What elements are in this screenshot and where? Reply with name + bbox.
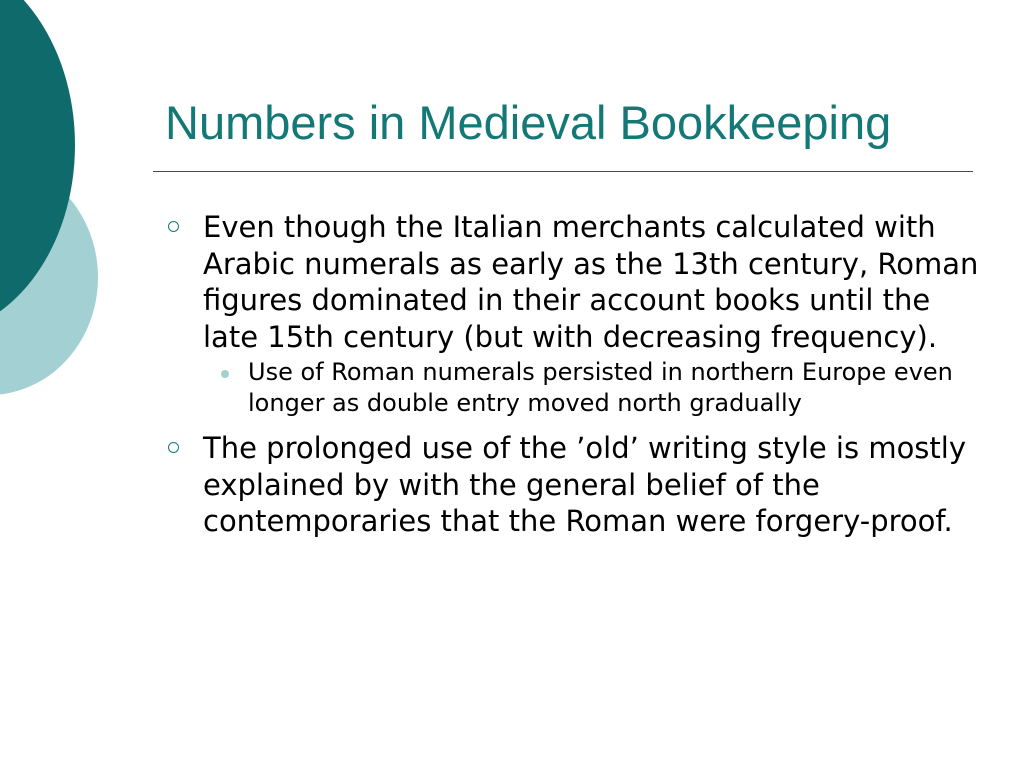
title-divider (153, 171, 973, 172)
bullet-item (160, 430, 980, 540)
sub-bullet-text: Use of Roman numerals persisted in northern Europe even longer as double entry moved north gradually (248, 358, 953, 417)
slide-title: Numbers in Medieval Bookkeeping (165, 96, 892, 149)
bullet-item (160, 209, 980, 355)
bullet-text: The prolonged use of the ’old’ writing style is mostly explained by with the general belief of the contemporaries that the Roman were forgery-proof. (203, 431, 967, 538)
hollow-circle-bullet-icon (168, 442, 179, 453)
slide-body (160, 209, 980, 542)
hollow-circle-bullet-icon (168, 221, 179, 232)
filled-circle-bullet-icon (221, 370, 229, 378)
sub-bullet-item (160, 357, 980, 418)
bullet-text: Even though the Italian merchants calculated with Arabic numerals as early as the 13th century, Roman figures dominated in their account books until the late 15th century (but with decreasing frequency). (203, 210, 979, 354)
